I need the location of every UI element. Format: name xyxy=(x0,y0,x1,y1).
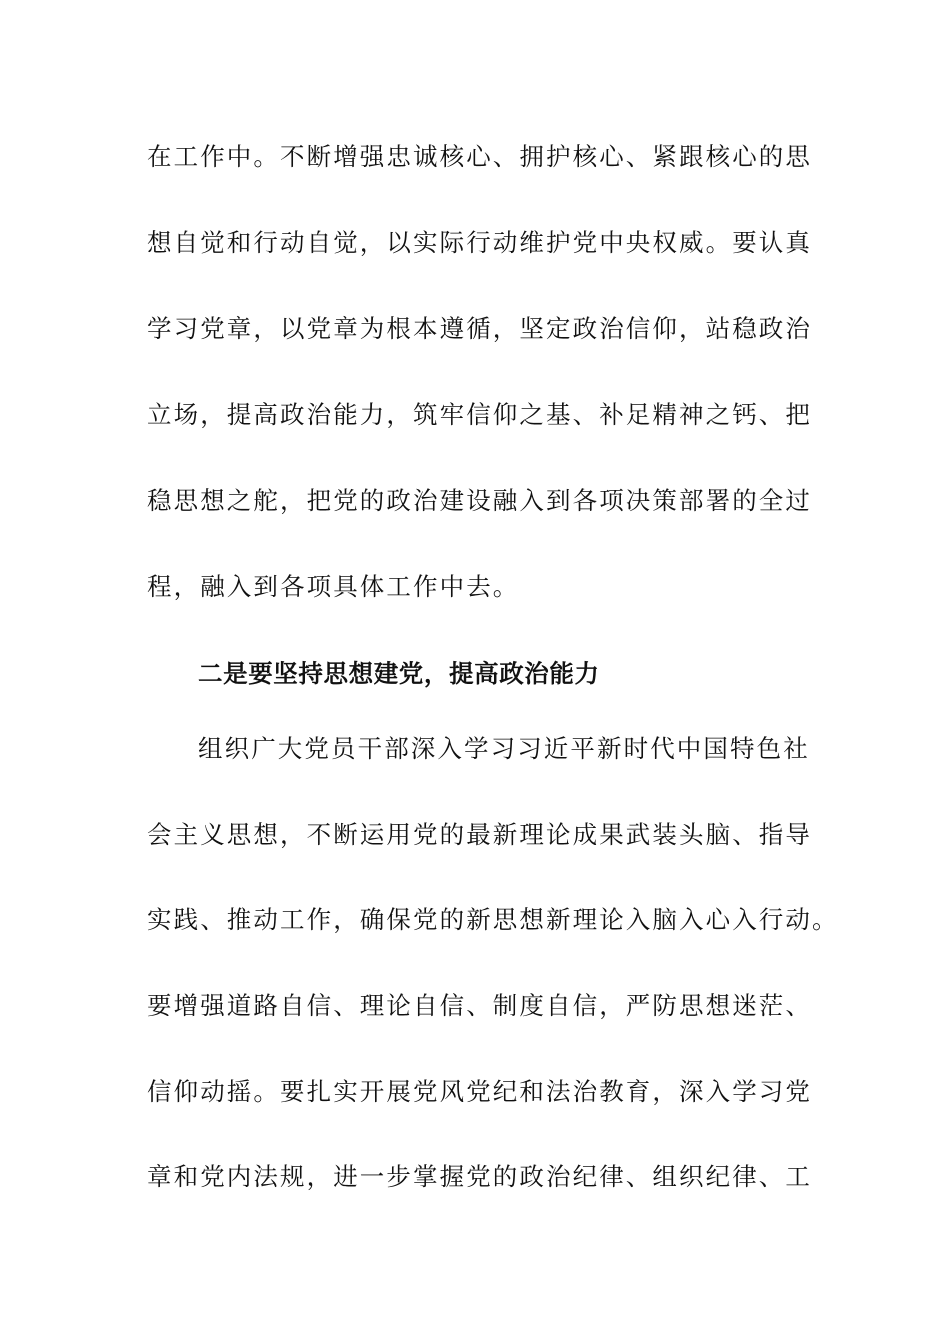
paragraph-line-1: 组织广大党员干部深入学习习近平新时代中国特色社 xyxy=(198,734,810,763)
text-line-3: 学习党章，以党章为根本遵循，坚定政治信仰，站稳政治 xyxy=(147,314,812,343)
section-heading: 二是要坚持思想建党，提高政治能力 xyxy=(198,659,600,688)
paragraph-line-5: 信仰动摇。要扎实开展党风党纪和法治教育，深入学习党 xyxy=(147,1077,812,1106)
paragraph-line-6: 章和党内法规，进一步掌握党的政治纪律、组织纪律、工 xyxy=(147,1162,812,1191)
paragraph-line-2: 会主义思想，不断运用党的最新理论成果武装头脑、指导 xyxy=(147,820,812,849)
paragraph-line-4: 要增强道路自信、理论自信、制度自信，严防思想迷茫、 xyxy=(147,991,812,1020)
text-line-4: 立场，提高政治能力，筑牢信仰之基、补足精神之钙、把 xyxy=(147,400,812,429)
text-line-5: 稳思想之舵，把党的政治建设融入到各项决策部署的全过 xyxy=(147,486,812,515)
text-line-6: 程，融入到各项具体工作中去。 xyxy=(147,572,520,601)
paragraph-line-3: 实践、推动工作，确保党的新思想新理论入脑入心入行动。 xyxy=(147,905,839,934)
text-line-2: 想自觉和行动自觉，以实际行动维护党中央权威。要认真 xyxy=(147,228,812,257)
text-line-1: 在工作中。不断增强忠诚核心、拥护核心、紧跟核心的思 xyxy=(147,142,812,171)
